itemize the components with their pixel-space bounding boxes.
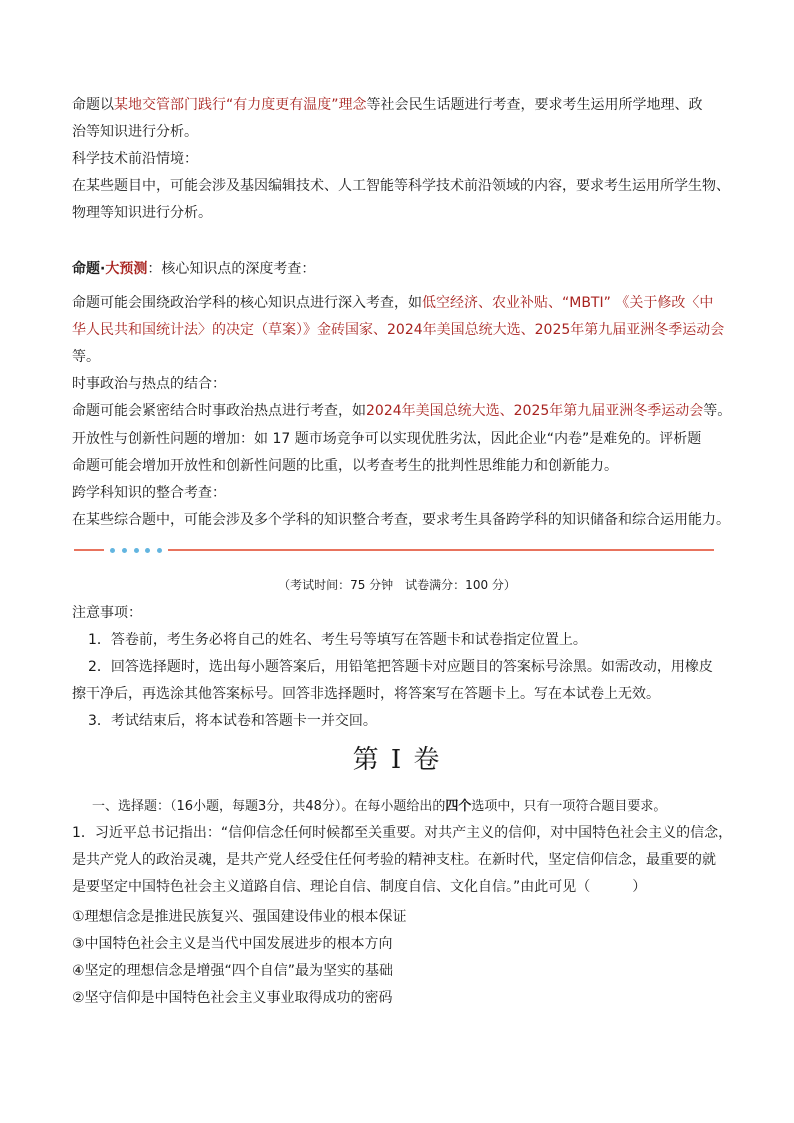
section-title: 第 I 卷 [352,745,442,775]
dot-icon [110,548,115,553]
predict-line-9: 在某些综合题中，可能会涉及多个学科的知识整合考查，要求考生具备跨学科的知识储备和综合运用能力。 [72,512,730,528]
dot-icon [157,548,162,553]
note-2b: 擦干净后，再选涂其他答案标号。回答非选择题时，将答案写在答题卡上。写在本试卷上无效。 [72,686,660,702]
dot-icon [145,548,150,553]
note-1: 1．答卷前，考生务必将自己的姓名、考生号等填写在答题卡和试卷指定位置上。 [88,632,587,648]
predict-line-5: 命题可能会紧密结合时事政治热点进行考查，如2024年美国总统大选、2025年第九届亚洲冬季运动会等。 [72,403,732,419]
divider-dots [110,545,162,555]
highlight-text: 某地交管部门践行 [114,97,226,113]
intro-line-2: 治等知识进行分析。 [72,124,198,140]
highlight-text: 理念 [338,97,367,113]
predict-line-6: 开放性与创新性问题的增加：如 17 题市场竞争可以实现优胜劣汰，因此企业“内卷”是难免的。评析题 [72,431,702,447]
predict-line-2: 华人民共和国统计法〉的决定（草案）》金砖国家、2024年美国总统大选、2025年第九届亚洲冬季运动会 [72,322,725,338]
divider-right [168,549,714,551]
predict-heading: 命题·大预测：核心知识点的深度考查： [72,261,316,277]
predict-line-1: 命题可能会围绕政治学科的核心知识点进行深入考查，如低空经济、农业补贴、“MBTI” 《关于修改〈中 [72,295,714,311]
note-3: 3．考试结束后，将本试卷和答题卡一并交回。 [88,713,377,729]
option-4: ④坚定的理想信念是增强“四个自信”最为坚实的基础 [72,963,394,979]
intro-line-3: 科学技术前沿情境： [72,151,198,167]
question-1-line-3: 是要坚定中国特色社会主义道路自信、理论自信、制度自信、文化自信。”由此可见（ ） [72,879,647,895]
intro-line-4: 在某些题目中，可能会涉及基因编辑技术、人工智能等科学技术前沿领域的内容，要求考生运用所学生物、 [72,178,730,194]
choice-heading: 一、选择题：（16小题，每题3分，共48分）。在每小题给出的四个选项中，只有一项符合题目要求。 [92,799,667,814]
option-3: ③中国特色社会主义是当代中国发展进步的根本方向 [72,936,393,952]
intro-line-1: 命题以某地交管部门践行“有力度更有温度”理念等社会民生话题进行考查，要求考生运用所学地理、政 [72,97,703,113]
dot-icon [134,548,139,553]
exam-info: （考试时间：75 分钟 试卷满分：100 分） [278,578,516,592]
intro-line-5: 物理等知识进行分析。 [72,205,212,221]
option-1: ①理想信念是推进民族复兴、强国建设伟业的根本保证 [72,909,407,925]
note-2a: 2．回答选择题时，选出每小题答案后，用铅笔把答题卡对应题目的答案标号涂黑。如需改动，用橡皮 [88,659,713,675]
divider-left [74,549,104,551]
question-1-line-1: 1．习近平总书记指出：“信仰信念任何时候都至关重要。对共产主义的信仰，对中国特色社会主义的信念， [72,825,733,841]
question-1-line-2: 是共产党人的政治灵魂，是共产党人经受住任何考验的精神支柱。在新时代，坚定信仰信念，最重要的就 [72,852,716,868]
dot-icon [122,548,127,553]
highlight-quote: “有力度更有温度” [226,97,339,113]
predict-line-3: 等。 [72,349,100,365]
notes-heading: 注意事项： [72,605,142,621]
predict-line-4: 时事政治与热点的结合： [72,376,226,392]
option-2: ②坚守信仰是中国特色社会主义事业取得成功的密码 [72,990,393,1006]
predict-line-7: 命题可能会增加开放性和创新性问题的比重，以考查考生的批判性思维能力和创新能力。 [72,458,618,474]
predict-line-8: 跨学科知识的整合考查： [72,485,226,501]
